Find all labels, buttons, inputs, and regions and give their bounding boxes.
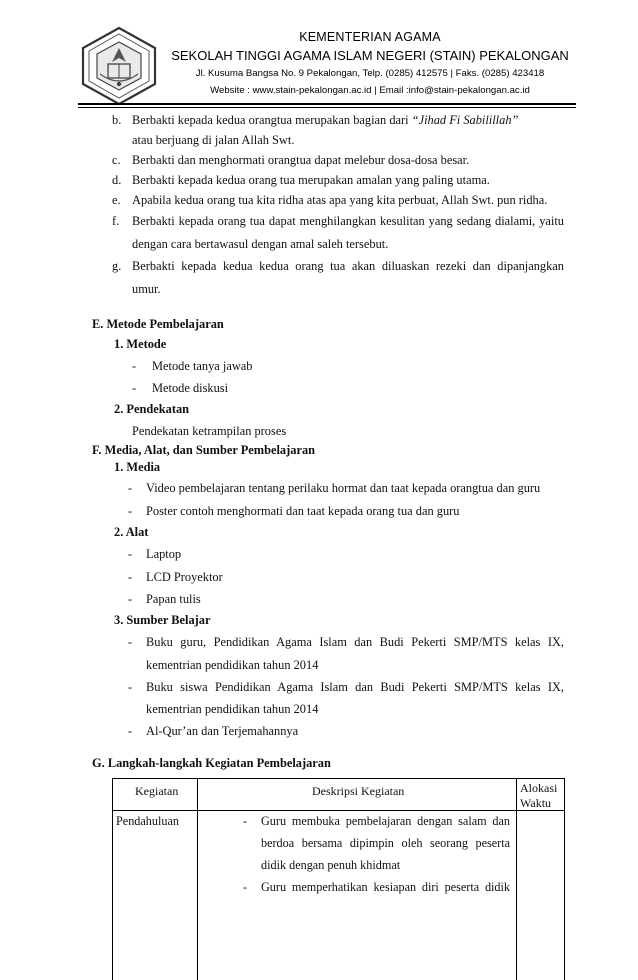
list-item: Video pembelajaran tentang perilaku hormat dan taat kepada orangtua dan guru [146, 481, 541, 495]
desc-line: berdoa bersama dipimpin oleh seorang peserta [261, 836, 510, 850]
list-item: kementrian pendidikan tahun 2014 [146, 702, 319, 716]
list-item-text: Berbakti kepada kedua kedua orang tua akan diluaskan rezeki dan dipanjangkan [132, 259, 564, 273]
list-item: kementrian pendidikan tahun 2014 [146, 658, 319, 672]
header-deskripsi: Deskripsi Kegiatan [312, 784, 405, 798]
dash: - [128, 547, 133, 561]
dash: - [243, 880, 248, 894]
letterhead-rule [78, 103, 576, 105]
list-marker: e. [112, 193, 121, 207]
list-item-text: Berbakti kepada kedua orang tua merupakan amalan yang paling utama. [132, 173, 490, 187]
list-item-text: Apabila kedua orang tua kita ridha atas apa yang kita perbuat, Allah Swt. pun ridha. [132, 193, 548, 207]
list-marker: d. [112, 173, 122, 187]
subheading-sumber: 3. Sumber Belajar [114, 613, 211, 627]
desc-line: Guru memperhatikan kesiapan diri peserta didik [261, 880, 510, 894]
dash: - [128, 635, 133, 649]
subheading-pendekatan: 2. Pendekatan [114, 402, 190, 416]
dash: - [132, 381, 137, 395]
list-item: Laptop [146, 547, 182, 561]
table-header-cell [112, 778, 198, 811]
table-cell-deskripsi [197, 810, 517, 980]
list-item-text: Berbakti dan menghormati orangtua dapat melebur dosa-dosa besar. [132, 153, 470, 167]
table-header-cell [516, 778, 565, 811]
letterhead-institution: SEKOLAH TINGGI AGAMA ISLAM NEGERI (STAIN) PEKALONGAN [171, 48, 569, 63]
table-cell-alokasi [516, 810, 565, 980]
dash: - [243, 814, 248, 828]
dash: - [128, 592, 133, 606]
letterhead-contact: Website : www.stain-pekalongan.ac.id | Email :info@stain-pekalongan.ac.id [210, 85, 530, 96]
list-item: Papan tulis [146, 592, 201, 606]
header-alokasi: Alokasi Waktu [520, 781, 558, 810]
activity-table [112, 778, 565, 976]
dash: - [132, 359, 137, 373]
list-marker: g. [112, 259, 122, 273]
list-marker: f. [112, 214, 120, 228]
desc-line: didik dengan penuh khidmat [261, 858, 401, 872]
list-item: Metode tanya jawab [152, 359, 253, 373]
list-item: Buku siswa Pendidikan Agama Islam dan Budi Pekerti SMP/MTS kelas IX, [146, 680, 564, 694]
list-item: Al-Qur’an dan Terjemahannya [146, 724, 299, 738]
table-cell-kegiatan [112, 810, 198, 980]
list-item: LCD Proyektor [146, 570, 223, 584]
dash: - [128, 504, 133, 518]
section-heading-e: E. Metode Pembelajaran [92, 317, 224, 331]
subheading-metode: 1. Metode [114, 337, 167, 351]
letterhead-ministry: KEMENTERIAN AGAMA [299, 30, 441, 44]
pendekatan-text: Pendekatan ketrampilan proses [132, 424, 287, 438]
list-marker: c. [112, 153, 121, 167]
list-item-text: dengan cara bertawasul dengan amal saleh tersebut. [132, 237, 389, 251]
dash: - [128, 680, 133, 694]
kegiatan-pendahuluan: Pendahuluan [116, 814, 179, 828]
letterhead-address: Jl. Kusuma Bangsa No. 9 Pekalongan, Telp. (0285) 412575 | Faks. (0285) 423418 [195, 68, 545, 79]
dash: - [128, 481, 133, 495]
institution-seal-icon [78, 26, 160, 106]
list-item: Buku guru, Pendidikan Agama Islam dan Budi Pekerti SMP/MTS kelas IX, [146, 635, 564, 649]
dash: - [128, 570, 133, 584]
desc-line: Guru membuka pembelajaran dengan salam dan [261, 814, 510, 828]
list-item: Poster contoh menghormati dan taat kepada orang tua dan guru [146, 504, 460, 518]
subheading-media: 1. Media [114, 460, 161, 474]
dash: - [128, 724, 133, 738]
list-marker: b. [112, 113, 122, 127]
header-kegiatan: Kegiatan [135, 784, 179, 798]
section-heading-g: G. Langkah-langkah Kegiatan Pembelajaran [92, 756, 331, 770]
letterhead-rule-thin [78, 107, 576, 108]
list-item: Metode diskusi [152, 381, 229, 395]
subheading-alat: 2. Alat [114, 525, 149, 539]
list-item-text: atau berjuang di jalan Allah Swt. [132, 133, 295, 147]
table-header-cell [197, 778, 517, 811]
list-item-text: umur. [132, 282, 161, 296]
section-heading-f: F. Media, Alat, dan Sumber Pembelajaran [92, 443, 316, 457]
list-item-text: Berbakti kepada kedua orangtua merupakan bagian dari “Jihad Fi Sabilillah” [132, 113, 519, 127]
list-item-text: Berbakti kepada orang tua dapat menghilangkan kesulitan yang sedang dialami, yaitu [132, 214, 564, 228]
